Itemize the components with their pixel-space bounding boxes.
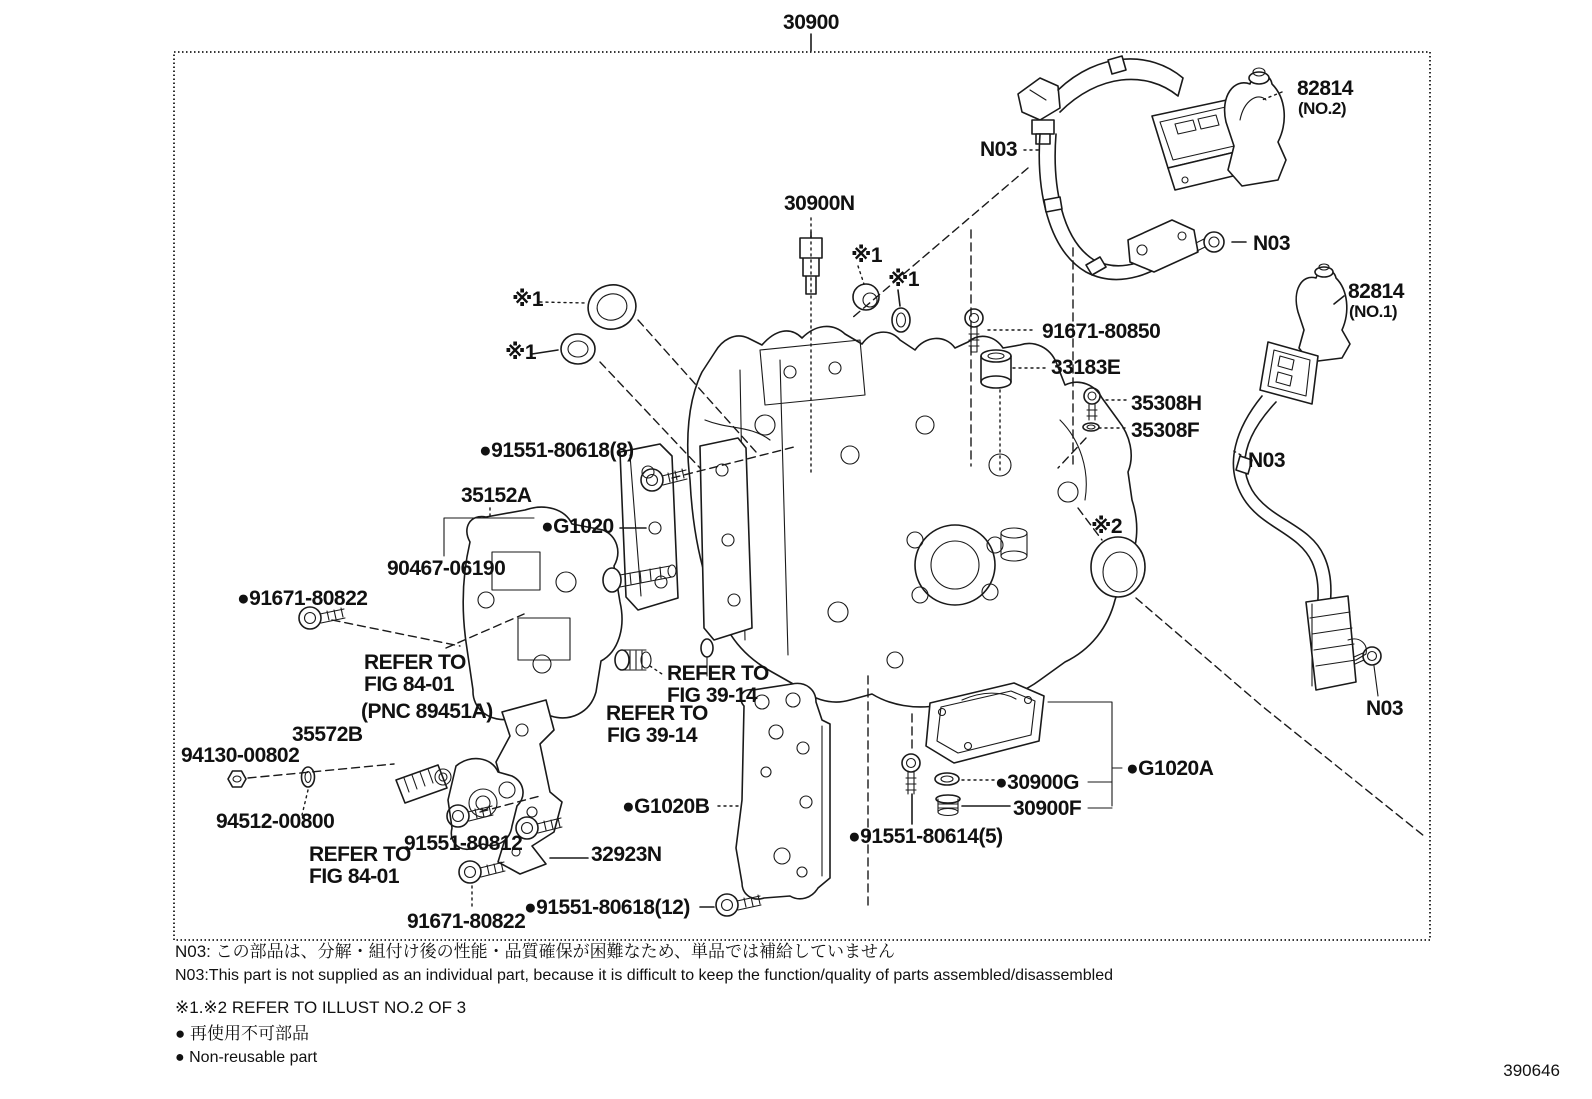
refer-fig3914a-line2: FIG 39-14 (667, 684, 758, 707)
part-label-star1-b: ※1 (888, 268, 920, 291)
part-label-32923n: 32923N (591, 843, 662, 866)
gasket-30900g-art (935, 773, 959, 785)
bolt-91671-80850-art (965, 309, 983, 352)
side-plate-art (700, 438, 752, 640)
part-label-n03-mid: N03 (1248, 449, 1286, 472)
part-label-35152a: 35152A (461, 484, 532, 507)
bolt-n03-top-art (1196, 232, 1224, 252)
bushing-33183e-art (981, 350, 1011, 388)
part-label-30900f: 30900F (1013, 797, 1082, 820)
refer-fig3914b-line2: FIG 39-14 (607, 724, 698, 747)
wire-harness-top-art (1018, 56, 1258, 279)
refer-fig8401b-line1: REFER TO (309, 843, 411, 866)
seal-star1-large-art (583, 280, 641, 335)
part-label-94512-00800: 94512-00800 (216, 810, 335, 833)
part-label-94130-00802: 94130-00802 (181, 744, 300, 767)
boot-82814-no2-art (1225, 68, 1286, 186)
part-label-g1020b: ●G1020B (622, 795, 710, 818)
part-label-n03-bolt-top: N03 (1253, 232, 1291, 255)
part-label-91671-80850: 91671-80850 (1042, 320, 1161, 343)
part-label-91551-80618-12: ●91551-80618(12) (524, 896, 690, 919)
part-label-star1-a: ※1 (851, 244, 883, 267)
part-label-35308h: 35308H (1131, 392, 1202, 415)
part-label-91671-80822-b: 91671-80822 (407, 910, 526, 933)
part-label-star1-c: ※1 (512, 288, 544, 311)
plug-30900f-art (936, 795, 960, 816)
seal-star1-small-art (561, 334, 595, 364)
part-label-82814-no1: 82814 (1348, 280, 1404, 303)
refer-fig3914b-line1: REFER TO (606, 702, 708, 725)
part-label-91671-80822-a: ●91671-80822 (237, 587, 368, 610)
part-label-g1020: ●G1020 (541, 515, 614, 538)
note-n03-japanese: N03: この部品は、分解・組付け後の性能・品質確保が困難なため、単品では補給していません (175, 942, 895, 961)
bolt-91671-80822a-art (299, 607, 345, 629)
part-label-82814-no2-sub: (NO.2) (1298, 99, 1346, 118)
bolt-91551-80618-12-art (716, 894, 761, 916)
gasket-35308f-art (1083, 423, 1099, 431)
transaxle-housing-art (688, 326, 1137, 706)
oil-pan-g1020a-art (926, 683, 1044, 763)
refer-fig8401-line3: (PNC 89451A) (361, 700, 493, 723)
part-label-star2: ※2 (1091, 515, 1123, 538)
note-star-refer: ※1.※2 REFER TO ILLUST NO.2 OF 3 (175, 998, 467, 1017)
bolt-n03-bottom-art (1354, 647, 1381, 696)
washer-94512-art (302, 767, 315, 787)
part-label-91551-80812: 91551-80812 (404, 832, 523, 855)
note-nonreusable-japanese: ● 再使用不可部品 (175, 1024, 309, 1043)
note-nonreusable-english: ● Non-reusable part (175, 1049, 318, 1066)
refer-fig8401-line1: REFER TO (364, 651, 466, 674)
part-label-35572b: 35572B (292, 723, 363, 746)
part-label-33183e: 33183E (1051, 356, 1121, 379)
part-label-n03-top: N03 (980, 138, 1018, 161)
g1020b-plate-art (736, 683, 830, 899)
refer-fig3914a-line1: REFER TO (667, 662, 769, 685)
part-label-82814-no1-sub: (NO.1) (1349, 302, 1397, 321)
figure-number: 390646 (1503, 1061, 1560, 1080)
refer-fig8401-line2: FIG 84-01 (364, 673, 455, 696)
part-label-star1-d: ※1 (505, 341, 537, 364)
part-label-91551-80614-5: ●91551-80614(5) (848, 825, 1003, 848)
part-label-91551-80618-8: ●91551-80618(8) (479, 439, 634, 462)
refer-fig8401b-line2: FIG 84-01 (309, 865, 400, 888)
part-label-n03-bottom: N03 (1366, 697, 1404, 720)
bolt-91671-80822b-art (459, 861, 505, 883)
seal-star2-art (1091, 537, 1145, 597)
plug-refer3914-art (615, 650, 651, 670)
part-label-30900: 30900 (783, 11, 839, 34)
part-label-g1020a: ●G1020A (1126, 757, 1214, 780)
part-label-30900n: 30900N (784, 192, 855, 215)
part-label-82814-no2: 82814 (1297, 77, 1353, 100)
part-label-90467-06190: 90467-06190 (387, 557, 506, 580)
valve-body-35152a-art (463, 507, 622, 720)
wire-harness-right-art (1233, 264, 1366, 690)
oring-star1-art (892, 308, 910, 332)
note-n03-english: N03:This part is not supplied as an individual part, because it is difficult to keep the function/quality of parts assembled/disassembled (175, 967, 1114, 984)
part-label-30900g: ●30900G (995, 771, 1079, 794)
bolt-91551-80614-art (902, 754, 920, 794)
part-label-35308f: 35308F (1131, 419, 1200, 442)
nut-94130-art (228, 771, 246, 787)
